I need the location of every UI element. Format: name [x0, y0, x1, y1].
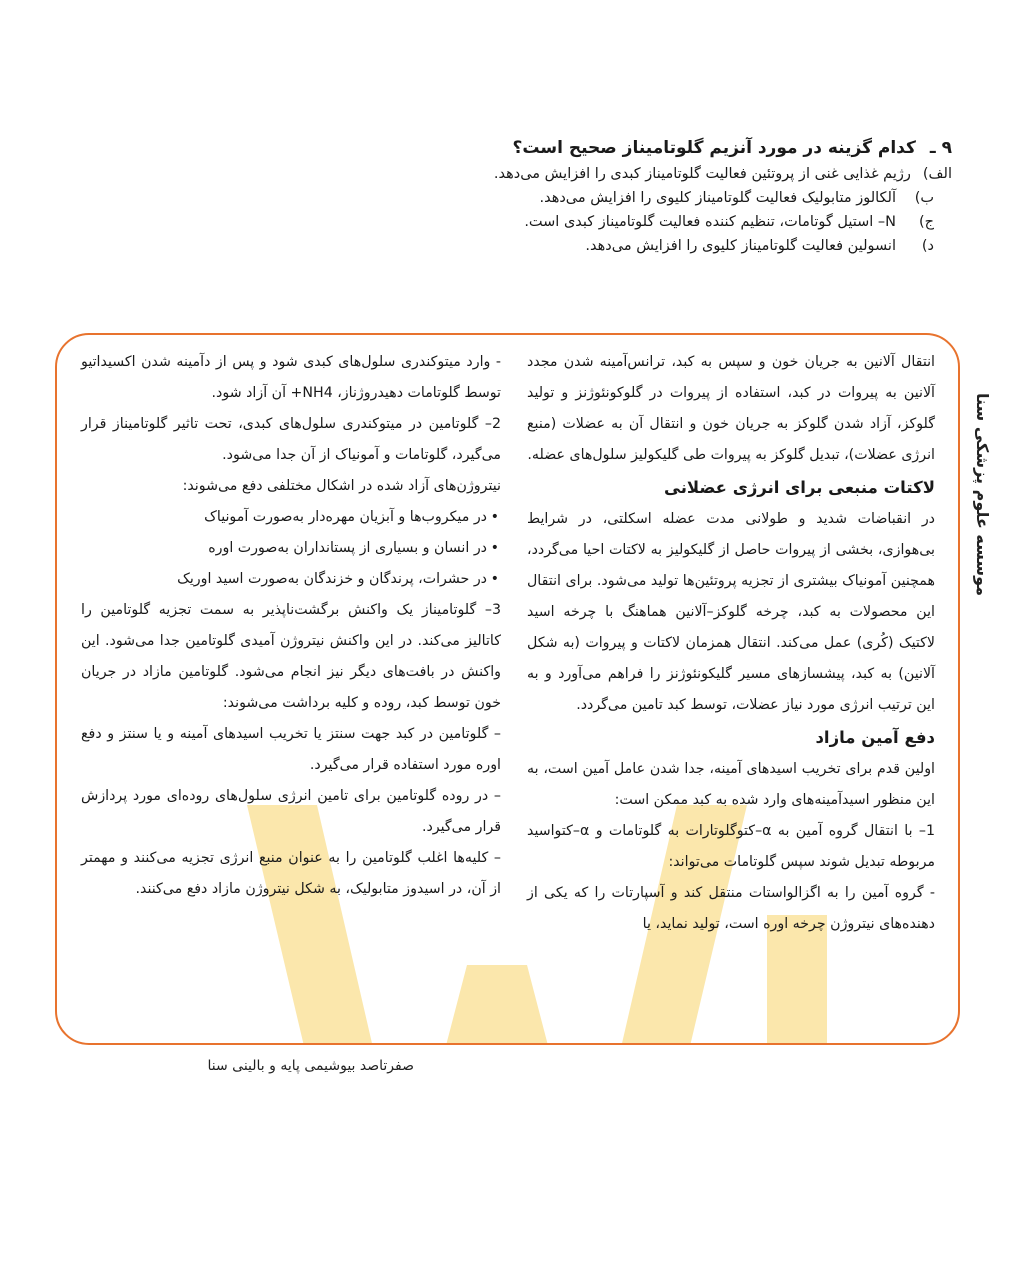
paragraph: 3– گلوتامیناز یک واکنش برگشت‌ناپذیر به سمت تجزیه گلوتامین را کاتالیز می‌کند. در این واکنش نیتروژن آمیدی گلوتامین جدا می‌شود. این واکنش در بافت‌های دیگر نیز انجام می‌شود. گلوتامین مازاد در جریان خون توسط کبد، روده و کلیه برداشت می‌شوند: — [81, 602, 501, 711]
list-item: • در میکروب‌ها و آبزیان مهره‌دار به‌صورت آمونیاک — [81, 502, 487, 533]
paragraph: - گروه آمین را به اگزالواستات منتقل کند و آسپارتات را که یکی از دهنده‌های نیتروژن چرخه اوره است، تولید نماید، یا — [527, 885, 935, 932]
option-text: انسولین فعالیت گلوتامیناز کلیوی را افزایش می‌دهد. — [585, 238, 896, 254]
option-text: رژیم غذایی غنی از پروتئین فعالیت گلوتامیناز کبدی را افزایش می‌دهد. — [493, 166, 911, 182]
paragraph: اولین قدم برای تخریب اسیدهای آمینه، جدا شدن عامل آمین است، به این منظور اسیدآمینه‌های وارد شده به کبد ممکن است: — [527, 761, 935, 808]
option-label: د) — [921, 238, 934, 254]
option-label: ج) — [918, 214, 934, 230]
option-c — [300, 214, 952, 230]
paragraph: 2– گلوتامین در میتوکندری سلول‌های کبدی، تحت تاثیر گلوتامیناز قرار می‌گیرد، گلوتامات و آمونیاک از آن جدا می‌شود. — [81, 416, 501, 463]
paragraph: – در روده گلوتامین برای تامین انرژی سلول‌های روده‌ای مورد پردازش قرار می‌گیرد. — [81, 788, 501, 835]
answer-box — [55, 333, 960, 1045]
option-b — [300, 190, 952, 206]
section-heading: لاکتات منبعی برای انرژی عضلانی — [664, 478, 935, 497]
list-item: • در حشرات، پرندگان و خزندگان به‌صورت اسید اوریک — [81, 564, 487, 595]
paragraph: در انقباضات شدید و طولانی مدت عضله اسکلتی، در شرایط بی‌هوازی، بخشی از پیروات حاصل از گلیکولیز به لاکتات احیا می‌گردد، همچنین آمونیاک بیشتری از تجزیه پروتئین‌ها تولید می‌شود. برای انتقال این محصولات به کبد، چرخه گلوکز–آلانین هماهنگ با چرخه اسید لاکتیک (کُری) عمل می‌کند. انتقال همزمان لاکتات و پیروات (به شکل آلانین) به کبد، پیشسازهای مسیر گلیکونئوژنز را فراهم می‌آورد و به این ترتیب انرژی مورد نیاز عضلات، توسط کبد تامین می‌گردد. — [527, 511, 935, 713]
option-label: ب) — [914, 190, 934, 206]
option-a — [300, 166, 952, 182]
paragraph: انتقال آلانین به جریان خون و سپس به کبد، ترانس‌آمینه شدن مجدد آلانین به پیروات در کبد، استفاده از پیروات در گلوکونئوژنز و تولید گلوکز، آزاد شدن گلوکز به جریان خون و انتقال آن به عضلات (منبع انرژی عضلات)، تبدیل گلوکز به پیروات طی گلیکولیز سلول‌های عضله. — [527, 354, 935, 463]
paragraph: – گلوتامین در کبد جهت سنتز یا تخریب اسیدهای آمینه و یا سنتز و دفع اوره مورد استفاده قرار می‌گیرد. — [81, 726, 501, 773]
option-label: الف) — [922, 166, 952, 182]
question-title-row — [300, 138, 952, 158]
institute-side-label: موسسه علوم پزشکی سنا — [973, 393, 992, 597]
question-title: کدام گزینه در مورد آنزیم گلوتامیناز صحیح است؟ — [512, 138, 916, 158]
question-number: ۹ ـ — [929, 138, 952, 158]
bullet-list — [81, 502, 501, 595]
option-text: N– استیل گوتامات، تنظیم کننده فعالیت گلوتامیناز کبدی است. — [524, 214, 896, 230]
paragraph: – کلیه‌ها اغلب گلوتامین را به عنوان منبع انرژی تجزیه می‌کنند و مهمتر از آن، در اسیدوز متابولیک، به شکل نیتروژن مازاد دفع می‌کنند. — [81, 850, 501, 897]
right-column — [527, 347, 935, 940]
footer-caption: صفرتاصد بیوشیمی پایه و بالینی سنا — [207, 1058, 414, 1074]
option-text: آلکالوز متابولیک فعالیت گلوتامیناز کلیوی را افزایش می‌دهد. — [539, 190, 896, 206]
list-item: • در انسان و بسیاری از پستانداران به‌صورت اوره — [81, 533, 487, 564]
section-heading: دفع آمین مازاد — [815, 728, 935, 747]
question-block — [300, 138, 952, 254]
left-column — [81, 347, 501, 905]
paragraph: - وارد میتوکندری سلول‌های کبدی شود و پس از دآمینه شدن اکسیداتیو توسط گلوتامات دهیدروژناز، NH4+ آن آزاد شود. — [81, 354, 501, 401]
option-d — [300, 238, 952, 254]
paragraph: 1– با انتقال گروه آمین به α–کتوگلوتارات به گلوتامات و α–کتواسید مربوطه تبدیل شوند سپس گلوتامات می‌تواند: — [527, 823, 936, 870]
paragraph: نیتروژن‌های آزاد شده در اشکال مختلفی دفع می‌شوند: — [182, 478, 501, 494]
